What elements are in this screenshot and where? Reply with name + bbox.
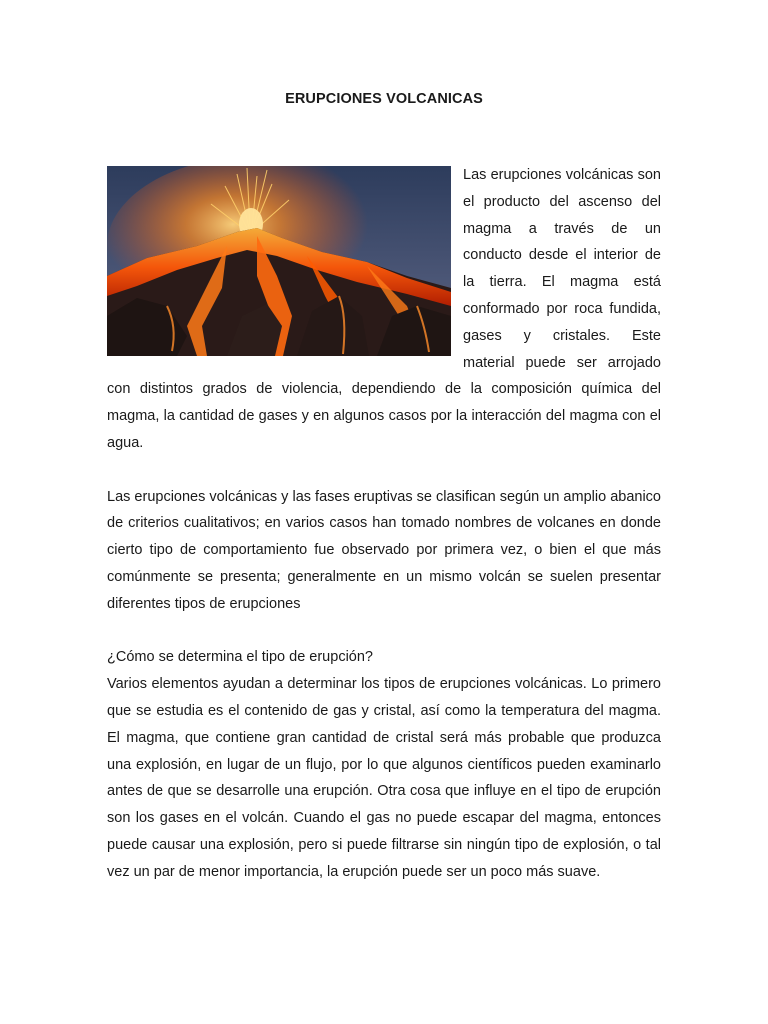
paragraph-classification: Las erupciones volcánicas y las fases eruptivas se clasifican según un amplio abanico de criterios cualitativos; en varios casos han tomado nombres de volcanes en donde cierto tipo de comportamiento fue observado por primera vez, o bien el que más comúnmente se presenta; generalmente en un mismo volcán se suelen presentar diferentes tipos de erupciones — [107, 488, 661, 612]
spacer — [107, 457, 661, 484]
spacer — [107, 618, 661, 645]
paragraph-answer: Varios elementos ayudan a determinar los tipos de erupciones volcánicas. Lo primero que se estudia es el contenido de gas y cristal, así como la temperatura del magma. El magma, que contiene gran cantidad de cristal será más probable que produzca una explosión, en lugar de un flujo, por lo que algunos científicos pueden examinarlo antes de que se desarrolle una erupción. Otra cosa que influye en el tipo de erupción son los gases en el volcán. Cuando el gas no puede escapar del magma, entonces puede causar una explosión, pero si puede filtrarse sin ningún tipo de explosión, o tal vez un par de menor importancia, la erupción puede ser un poco más suave. — [107, 676, 661, 880]
document-body — [107, 162, 661, 886]
volcano-eruption-icon — [107, 166, 451, 356]
volcano-eruption-image — [107, 166, 451, 356]
question-heading: ¿Cómo se determina el tipo de erupción? — [107, 649, 373, 666]
paragraph-intro: Las erupciones volcánicas son el producto del ascenso del magma a través de un conducto desde el interior de la tierra. El magma está conformado por roca fundida, gases y cristales. Este material puede ser arrojado con distintos grados de violencia, dependiendo de la composición química del magma, la cantidad de gases y en algunos casos por la interacción del magma con el agua. — [107, 167, 661, 451]
document-title: ERUPCIONES VOLCANICAS — [285, 91, 483, 107]
